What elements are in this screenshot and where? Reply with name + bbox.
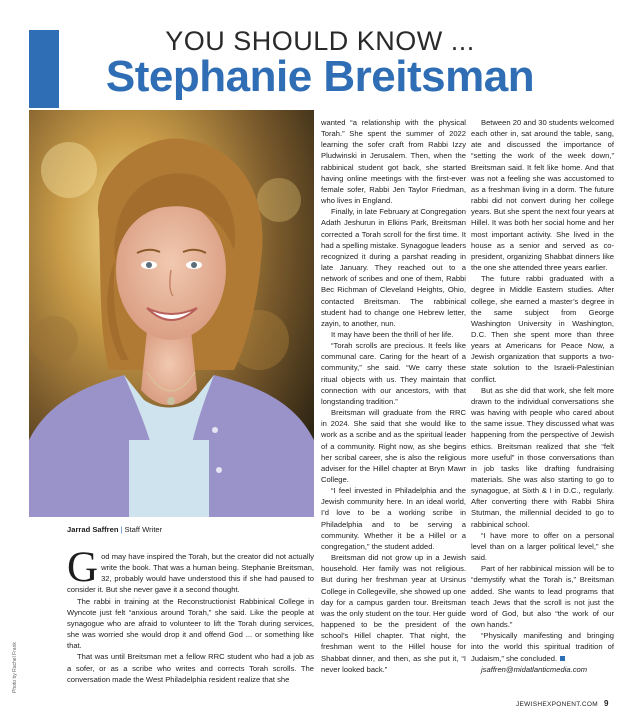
article-paragraph: “I have more to offer on a personal level than on a larger political level,” she said. [471, 530, 614, 563]
header-accent-bar [29, 30, 59, 108]
portrait-photo [29, 110, 314, 517]
page-footer [516, 699, 609, 708]
article-paragraph: But as she did that work, she felt more drawn to the individual conversations she was having with people who cared about the same issue. They discussed what was happening from the perspective of Jewish ethics. Breitsman realized that she “felt more useful” in those conversations than in job tasks like drafting fundraising materials. She was also starting to go to synagogue, at Sixth & I in D.C., regularly. After converting there with Rabbi Shira Stutman, the millennial decided to go to rabbinical school. [471, 385, 614, 529]
article-paragraph: Breitsman did not grow up in a Jewish household. Her family was not religious. But during her freshman year at Ursinus College in Collegeville, she showed up one day for a campus garden tour. Breitsman was the only student on the tour. Her guide happened to be the president of the school’s Hillel chapter. That night, the freshman went to the Hillel house for Shabbat dinner, and then, as she put it, “I never looked back.” [321, 553, 466, 674]
article-paragraph: Breitsman will graduate from the RRC in 2024. She said that she would like to work as a scribe and as the spiritual leader of a community. Right now, as she begins her scribal career, she is also the religious adviser for the Hillel chapter at Bryn Mawr College. [321, 408, 466, 484]
article-paragraph: The rabbi in training at the Reconstructionist Rabbinical College in Wyncote just felt “anxious around Torah,” she said. Like the people at synagogue who are afraid to volunteer to lift the Torah during services, she was worried she would drop it and offend God ... or something like that. [67, 596, 314, 651]
page-number: 9 [603, 699, 609, 708]
article-paragraph: Between 20 and 30 students welcomed each other in, sat around the table, sang, ate and discussed the importance of “setting the work of the week down,” Breitsman said. It felt like home. And that was not a feeling she was accustomed to as a freshman living in a dorm. The future rabbi did not convert during her college years. But she spent the next four years at Hillel. It was both her social home and her most important activity. She lived in the house as a senior and served as co-president, organizing Shabbat dinners like the one she attended three years earlier. [471, 118, 614, 273]
article-paragraph: Part of her rabbinical mission will be to “demystify what the Torah is,” Breitsman added. She wants to lead programs that teach Jews that the scroll is not just the word of God, but also “the work of our own hands.” [471, 564, 614, 630]
footer-site[interactable]: JEWISHEXPONENT.COM [516, 701, 598, 708]
article-paragraph: It may have been the thrill of her life. [331, 329, 454, 339]
article-paragraph: “I feel invested in Philadelphia and the Jewish community here. In an ideal world, I’d love to be a working scribe in Philadelphia and to be serving a community. Whether it be a Hillel or a congregation,” the student added. [321, 486, 466, 551]
author-name: Jarrad Saffren [67, 525, 119, 534]
article-paragraph: wanted “a relationship with the physical Torah.” She spent the summer of 2022 learning the sofer craft from Rabbi Izzy Pludwinski in Jerusalem. Then, when the rabbinical student got back, she started having online meetings with the first-ever female sofer, Rabbi Jen Taylor Friedman, who lives in England. [321, 118, 466, 206]
byline-separator: | [120, 525, 123, 534]
drop-cap: G [67, 544, 99, 591]
closing-text: “Physically manifesting and bringing into the world this spiritual tradition of Judaism,” she concluded. [471, 631, 614, 663]
article-closing-paragraph [471, 630, 614, 663]
article-paragraph: The future rabbi graduated with a degree in Middle Eastern studies. After college, she earned a master’s degree in the same subject from George Washington University in Washington, D.C. Then she spent more than three years at Americans for Peace Now, a Jewish organization that supports a two-state solution to the Israeli-Palestinian conflict. [471, 274, 614, 384]
author-role: Staff Writer [124, 525, 163, 534]
lead-paragraph: od may have inspired the Torah, but the creator did not actually write the book. That was a human being. Stephanie Breitsman, 32, probably would have understood this if she had paused to consider it. But she never gave it a second thought. [67, 552, 314, 595]
photo-credit: Photo by Rachel Frank [12, 642, 18, 693]
article-lead [67, 544, 314, 685]
article-paragraph: That was until Breitsman met a fellow RRC student who had a job as a sofer, or as a scribe who writes and corrects Torah scrolls. The conversation made the West Philadelphia resident realize that she [67, 652, 314, 684]
end-mark-icon [560, 656, 565, 661]
author-email-link[interactable]: jsaffren@midatlanticmedia.com [481, 664, 588, 674]
article-column-3 [471, 117, 614, 675]
section-kicker: YOU SHOULD KNOW ... [165, 26, 475, 56]
article-paragraph: Finally, in late February at Congregation Adath Jeshurun in Elkins Park, Breitsman corrected a Torah scroll for the first time. It had a spelling mistake. Synagogue leaders recognized it during a parshat reading in late January. They reached out to a network of scribes and one of them, Rabbi Bec Richman of Cleveland Heights, Ohio, contacted Breitsman. The rabbinical student had to change one Hebrew letter, zayin, to another, nun. [321, 207, 466, 328]
portrait-illustration [29, 110, 314, 517]
article-paragraph: “Torah scrolls are precious. It feels like communal care. Caring for the heart of a community,” she said. “We carry these ritual objects with us. They maintain that connection with our ancestors, with that longstanding tradition.” [321, 341, 466, 406]
byline [67, 525, 162, 534]
page-title: Stephanie Breitsman [105, 52, 535, 101]
article-column-2 [321, 117, 466, 675]
